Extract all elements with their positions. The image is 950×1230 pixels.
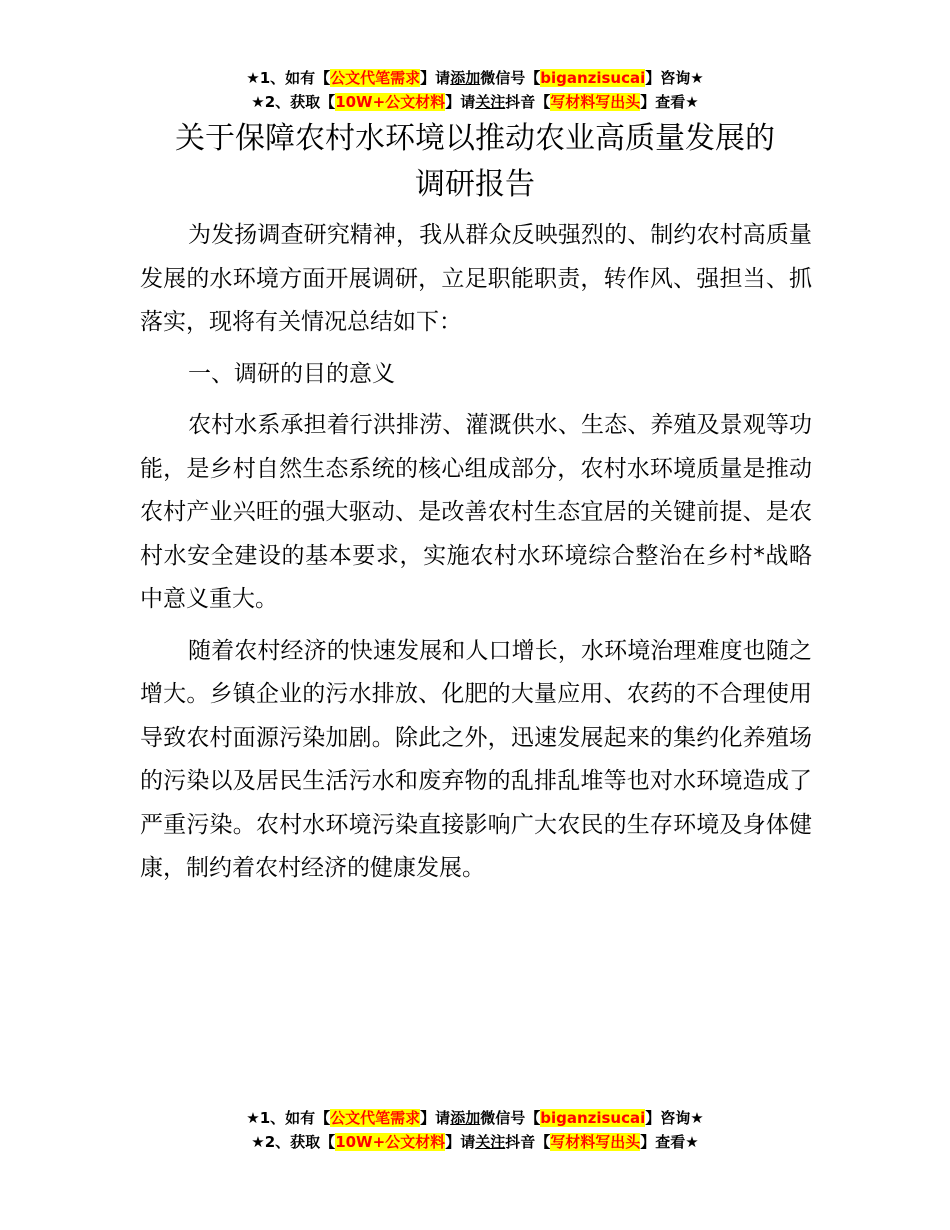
banner-highlight: 写材料写出头 bbox=[550, 93, 641, 111]
banner-text: ★1、如有【 bbox=[246, 1109, 331, 1127]
banner-text: ★2、获取【 bbox=[251, 93, 336, 111]
banner-emphasis: 关注 bbox=[475, 1133, 506, 1151]
banner-highlight: 公文代笔需求 bbox=[330, 69, 421, 87]
banner-highlight: biganzisucai bbox=[540, 69, 646, 87]
banner-text: 微信号【 bbox=[480, 1109, 541, 1127]
banner-text: 】咨询★ bbox=[645, 1109, 704, 1127]
banner-highlight: 写材料写出头 bbox=[550, 1133, 641, 1151]
intro-paragraph: 为发扬调查研究精神，我从群众反映强烈的、制约农村高质量发展的水环境方面开展调研，立足职能职责，转作风、强担当、抓落实，现将有关情况总结如下： bbox=[140, 222, 812, 335]
section-heading: 一、调研的目的意义 bbox=[188, 360, 395, 387]
body-paragraph: 随着农村经济的快速发展和人口增长，水环境治理难度也随之增大。乡镇企业的污水排放、化肥的大量应用、农药的不合理使用导致农村面源污染加剧。除此之外，迅速发展起来的集约化养殖场的污染以及居民生活污水和废弃物的乱排乱堆等也对水环境造成了严重污染。农村水环境污染直接影响广大农民的生存环境及身体健康，制约着农村经济的健康发展。 bbox=[140, 637, 812, 881]
banner-text: 抖音【 bbox=[505, 1133, 551, 1151]
document-body bbox=[140, 214, 812, 891]
banner-text: ★1、如有【 bbox=[246, 69, 331, 87]
banner-text: 微信号【 bbox=[480, 69, 541, 87]
banner-text: 】请 bbox=[420, 69, 451, 87]
banner-text: 】查看★ bbox=[640, 93, 699, 111]
banner-emphasis: 添加 bbox=[450, 69, 481, 87]
header-banner bbox=[0, 66, 950, 114]
banner-highlight: 10W+公文材料 bbox=[335, 1133, 446, 1151]
banner-text: 】请 bbox=[445, 93, 476, 111]
banner-highlight: 10W+公文材料 bbox=[335, 93, 446, 111]
banner-line-1 bbox=[0, 66, 950, 90]
banner-emphasis: 添加 bbox=[450, 1109, 481, 1127]
title-line-1: 关于保障农村水环境以推动农业高质量发展的 bbox=[175, 121, 775, 156]
banner-highlight: biganzisucai bbox=[540, 1109, 646, 1127]
banner-line-2 bbox=[0, 1130, 950, 1154]
banner-highlight: 公文代笔需求 bbox=[330, 1109, 421, 1127]
title-line-2: 调研报告 bbox=[415, 167, 535, 202]
banner-text: 】请 bbox=[420, 1109, 451, 1127]
banner-text: 】请 bbox=[445, 1133, 476, 1151]
banner-text: 】咨询★ bbox=[645, 69, 704, 87]
banner-text: 抖音【 bbox=[505, 93, 551, 111]
document-title bbox=[0, 116, 950, 208]
banner-line-2 bbox=[0, 90, 950, 114]
banner-text: 】查看★ bbox=[640, 1133, 699, 1151]
footer-banner bbox=[0, 1106, 950, 1154]
banner-text: ★2、获取【 bbox=[251, 1133, 336, 1151]
body-paragraph: 农村水系承担着行洪排涝、灌溉供水、生态、养殖及景观等功能，是乡村自然生态系统的核心组成部分，农村水环境质量是推动农村产业兴旺的强大驱动、是改善农村生态宜居的关键前提、是农村水安全建设的基本要求，实施农村水环境综合整治在乡村*战略中意义重大。 bbox=[140, 412, 812, 612]
banner-line-1 bbox=[0, 1106, 950, 1130]
banner-emphasis: 关注 bbox=[475, 93, 506, 111]
